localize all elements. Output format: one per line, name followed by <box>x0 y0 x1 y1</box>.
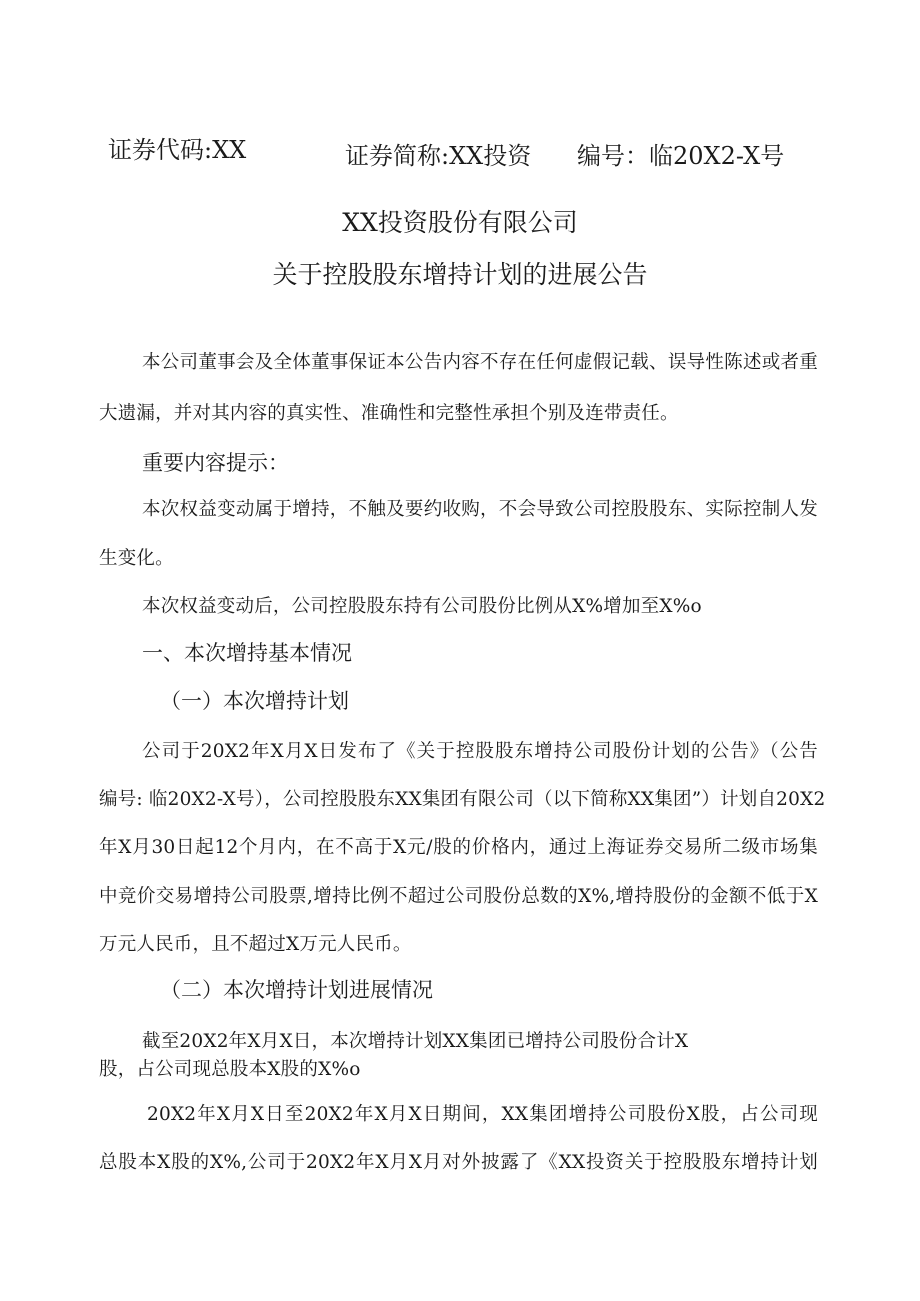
highlight-1-line-1: 本次权益变动属于增持，不触及要约收购，不会导致公司控股股东、实际控制人发 <box>142 499 818 520</box>
plan-line-3: 年X月30日起12个月内，在不高于X元/股的价格内，通过上海证券交易所二级市场集 <box>99 837 818 858</box>
detail-line-2: 总股本X股的X%,公司于20X2年X月X月对外披露了《XX投资关于控股股东增持计划 <box>99 1152 818 1173</box>
detail-line-1: 20X2年X月X日至20X2年X月X日期间，XX集团增持公司股份X股，占公司现 <box>147 1104 818 1125</box>
notice-number: 编号：临20X2-X号 <box>577 142 785 170</box>
company-title: XX投资股份有限公司 <box>342 208 578 237</box>
statement-line-2: 大遗漏，并对其内容的真实性、准确性和完整性承担个别及连带责任。 <box>99 403 679 424</box>
highlight-2: 本次权益变动后，公司控股股东持有公司股份比例从X%增加至X%o <box>142 596 702 617</box>
stock-code: 证券代码:XX <box>108 136 247 164</box>
plan-line-1: 公司于20X2年X月X日发布了《关于控股股东增持公司股份计划的公告》（公告 <box>142 741 818 762</box>
statement-line-1: 本公司董事会及全体董事保证本公告内容不存在任何虚假记载、误导性陈述或者重 <box>142 352 818 373</box>
subsection-1-heading: （一）本次增持计划 <box>160 689 349 713</box>
highlights-heading: 重要内容提示： <box>142 451 289 475</box>
plan-line-4: 中竞价交易增持公司股票,增持比例不超过公司股份总数的X%,增持股份的金额不低于X <box>99 886 818 907</box>
plan-line-2: 编号: 临20X2-X号），公司控股股东XX集团有限公司（以下简称XX集团”）计划自20X2 <box>99 789 826 810</box>
progress-line-2: 股，占公司现总股本X股的X%o <box>99 1059 361 1080</box>
progress-line-1: 截至20X2年X月X日，本次增持计划XX集团已增持公司股份合计X <box>142 1031 689 1052</box>
announcement-title: 关于控股股东增持计划的进展公告 <box>272 260 648 289</box>
subsection-2-heading: （二）本次增持计划进展情况 <box>160 978 433 1002</box>
plan-line-5: 万元人民币，且不超过X万元人民币。 <box>99 934 412 955</box>
stock-name: 证券简称:XX投资 <box>345 142 532 170</box>
section-1-heading: 一、本次增持基本情况 <box>142 641 352 665</box>
highlight-1-line-2: 生变化。 <box>99 548 174 569</box>
